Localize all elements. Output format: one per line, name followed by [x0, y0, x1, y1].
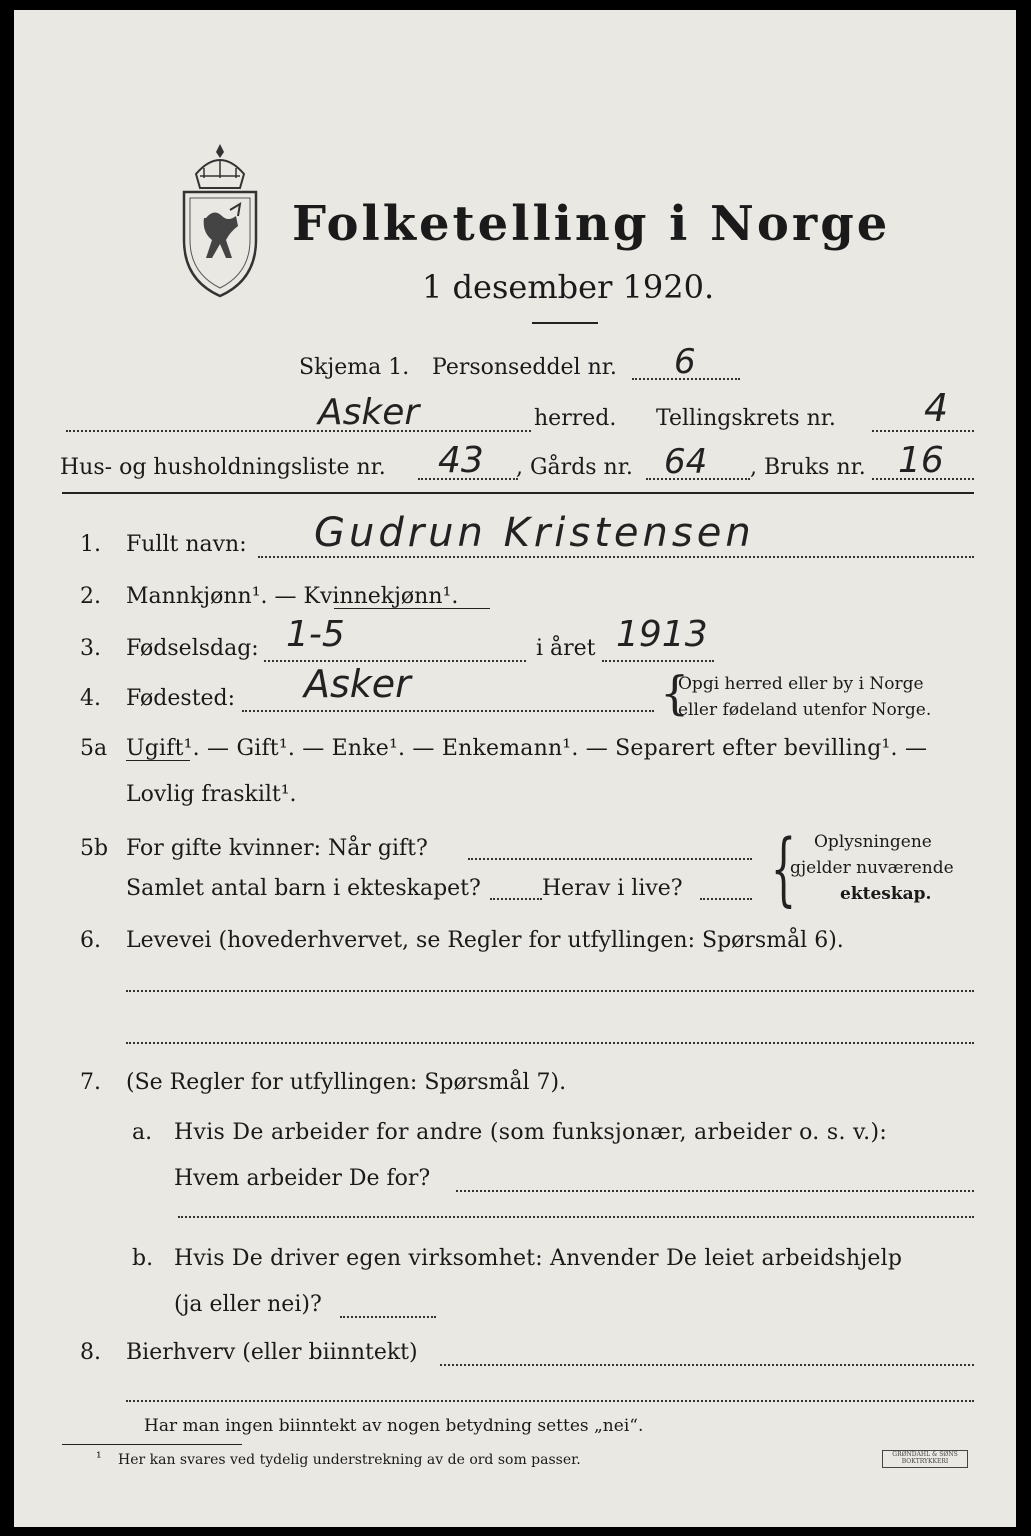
- q8-line1[interactable]: [440, 1364, 974, 1366]
- q4-label: Fødested:: [126, 686, 236, 711]
- q6-line2[interactable]: [126, 1042, 974, 1044]
- coat-of-arms-emblem: [174, 140, 266, 300]
- q7-label: (Se Regler for utfyllingen: Spørsmål 7).: [126, 1070, 567, 1095]
- footnote-text: Her kan svares ved tydelig understrekning av de ord som passer.: [118, 1452, 581, 1468]
- q2-underline-kvinnekjonn: [334, 608, 490, 609]
- q1-label: Fullt navn:: [126, 532, 247, 557]
- gards-label: , Gårds nr.: [516, 455, 633, 480]
- q3-label: Fødselsdag:: [126, 636, 259, 661]
- q5b-line2: [490, 898, 542, 900]
- q6-line1[interactable]: [126, 990, 974, 992]
- q2-number: 2.: [80, 584, 101, 609]
- q5a-number: 5a: [80, 736, 108, 761]
- q5b-brace: {: [770, 822, 797, 915]
- q7b-line1: Hvis De driver egen virksomhet: Anvender De leiet arbeidshjelp: [174, 1246, 903, 1271]
- personseddel-label: Personseddel nr.: [432, 355, 617, 380]
- q7b-line[interactable]: [340, 1316, 436, 1318]
- q1-line: [258, 556, 974, 558]
- q3-year-line: [602, 660, 714, 662]
- form-title: Folketelling i Norge: [292, 196, 891, 252]
- q2-label: Mannkjønn¹. — Kvinnekjønn¹.: [126, 584, 459, 609]
- herred-label: herred.: [534, 406, 617, 431]
- q5b-note1: Oplysningene: [814, 832, 932, 852]
- q8-line2[interactable]: [126, 1400, 974, 1402]
- q5b-number: 5b: [80, 836, 109, 861]
- herred-value[interactable]: Asker: [318, 392, 420, 433]
- q5a-line2: Lovlig fraskilt¹.: [126, 782, 297, 807]
- q3-year-label: i året: [536, 636, 596, 661]
- q6-number: 6.: [80, 928, 101, 953]
- bruks-label: , Bruks nr.: [750, 455, 866, 480]
- q3-year-value[interactable]: 1913: [616, 614, 708, 655]
- q7a-line-extra[interactable]: [178, 1216, 974, 1218]
- q7a-number: a.: [132, 1120, 153, 1145]
- q8-label: Bierhverv (eller biinntekt): [126, 1340, 418, 1365]
- form-date: 1 desember 1920.: [422, 268, 715, 306]
- hus-label: Hus- og husholdningsliste nr.: [60, 455, 386, 480]
- q8-number: 8.: [80, 1340, 101, 1365]
- q6-label: Levevei (hovederhvervet, se Regler for utfyllingen: Spørsmål 6).: [126, 928, 844, 953]
- tellingskrets-value[interactable]: 4: [924, 386, 949, 430]
- herred-line: [66, 430, 531, 432]
- q4-brace: {: [660, 666, 690, 720]
- title-divider: [532, 322, 598, 324]
- tellingskrets-label: Tellingskrets nr.: [656, 406, 836, 431]
- printer-stamp: GRØNDAHL & SØNS BOKTRYKKERI: [882, 1450, 968, 1468]
- q5b-note2: gjelder nuværende: [790, 858, 954, 878]
- q4-line: [242, 710, 654, 712]
- q1-value[interactable]: Gudrun Kristensen: [314, 510, 755, 556]
- gards-value[interactable]: 64: [664, 442, 708, 482]
- q7a-line2: Hvem arbeider De for?: [174, 1166, 431, 1191]
- q4-number: 4.: [80, 686, 101, 711]
- tellingskrets-line: [872, 430, 974, 432]
- personseddel-value[interactable]: 6: [674, 342, 696, 382]
- q5b-label3: Herav i live?: [542, 876, 683, 901]
- q5a-underline-ugift: [126, 760, 190, 761]
- q7a-line[interactable]: [456, 1190, 974, 1192]
- q3-value[interactable]: 1-5: [286, 614, 345, 655]
- q5b-line3: [700, 898, 752, 900]
- q7-number: 7.: [80, 1070, 101, 1095]
- census-form: [14, 10, 1016, 1527]
- q5b-line1: [468, 858, 752, 860]
- q7b-number: b.: [132, 1246, 154, 1271]
- header-separator: [62, 492, 974, 494]
- q3-number: 3.: [80, 636, 101, 661]
- q7b-line2: (ja eller nei)?: [174, 1292, 322, 1317]
- q4-note-line2: eller fødeland utenfor Norge.: [678, 700, 932, 720]
- q7a-line1: Hvis De arbeider for andre (som funksjonær, arbeider o. s. v.):: [174, 1120, 888, 1145]
- bruks-value[interactable]: 16: [898, 440, 944, 481]
- q5b-label2: Samlet antal barn i ekteskapet?: [126, 876, 481, 901]
- hus-value[interactable]: 43: [438, 440, 484, 481]
- q4-value[interactable]: Asker: [304, 662, 411, 706]
- q1-number: 1.: [80, 532, 101, 557]
- q5b-note3: ekteskap.: [840, 884, 932, 904]
- footnote-mark: ¹: [96, 1450, 102, 1466]
- biinntekt-note: Har man ingen biinntekt av nogen betydning settes „nei“.: [144, 1416, 644, 1436]
- skjema-label: Skjema 1.: [299, 355, 410, 380]
- q5b-label1: For gifte kvinner: Når gift?: [126, 836, 428, 861]
- footnote-separator: [62, 1444, 242, 1445]
- q5a-line1: Ugift¹. — Gift¹. — Enke¹. — Enkemann¹. — Separert efter bevilling¹. —: [126, 736, 928, 761]
- q4-note-line1: Opgi herred eller by i Norge: [678, 674, 924, 694]
